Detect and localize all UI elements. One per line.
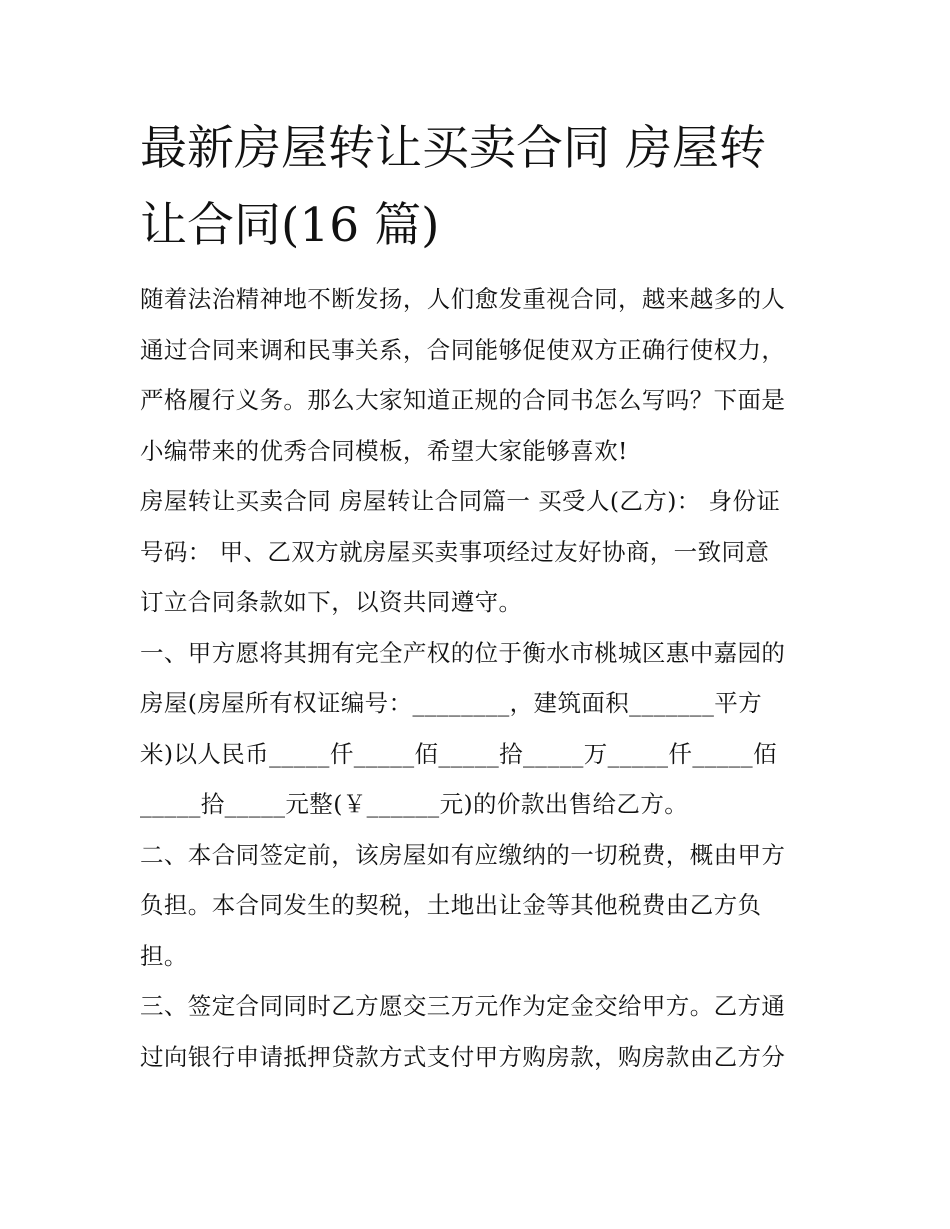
clause-three-paragraph bbox=[140, 981, 820, 1082]
paragraph-line: 三、签定合同同时乙方愿交三万元作为定金交给甲方。乙方通 bbox=[140, 992, 786, 1020]
title-line-1: 最新房屋转让买卖合同 房屋转 bbox=[140, 121, 766, 176]
clause-two-paragraph bbox=[140, 830, 820, 982]
paragraph-line: 随着法治精神地不断发扬，人们愈发重视合同，越来越多的人 bbox=[140, 285, 786, 313]
paragraph-line: 严格履行义务。那么大家知道正规的合同书怎么写吗？下面是 bbox=[140, 386, 786, 414]
paragraph-line: 二、本合同签定前，该房屋如有应缴纳的一切税费，概由甲方 bbox=[140, 840, 786, 869]
contract-heading-paragraph bbox=[140, 476, 820, 628]
title-line-2: 让合同(16 篇) bbox=[140, 198, 440, 253]
paragraph-line: 米)以人民币_____仟_____佰_____拾_____万_____仟_____佰 bbox=[140, 739, 777, 768]
paragraph-line: 负担。本合同发生的契税，土地出让金等其他税费由乙方负 bbox=[140, 891, 762, 919]
clause-one-paragraph bbox=[140, 628, 820, 830]
paragraph-line: 担。 bbox=[140, 941, 188, 970]
paragraph-line: 通过合同来调和民事关系，合同能够促使双方正确行使权力， bbox=[140, 335, 786, 364]
document-title bbox=[140, 110, 820, 264]
paragraph-line: _____拾_____元整(￥______元)的价款出售给乙方。 bbox=[140, 790, 689, 818]
document-page bbox=[140, 110, 820, 1082]
intro-paragraph bbox=[140, 274, 820, 476]
paragraph-line: 过向银行申请抵押贷款方式支付甲方购房款，购房款由乙方分 bbox=[140, 1042, 786, 1071]
paragraph-line: 小编带来的优秀合同模板，希望大家能够喜欢! bbox=[140, 436, 628, 465]
paragraph-line: 一、甲方愿将其拥有完全产权的位于衡水市桃城区惠中嘉园的 bbox=[140, 638, 786, 667]
paragraph-line: 房屋(房屋所有权证编号：________，建筑面积_______平方 bbox=[140, 689, 763, 717]
paragraph-line: 订立合同条款如下，以资共同遵守。 bbox=[140, 588, 523, 616]
paragraph-line: 房屋转让买卖合同 房屋转让合同篇一 买受人(乙方)： 身份证 bbox=[140, 487, 781, 515]
paragraph-line: 号码： 甲、乙双方就房屋买卖事项经过友好协商，一致同意 bbox=[140, 537, 770, 566]
